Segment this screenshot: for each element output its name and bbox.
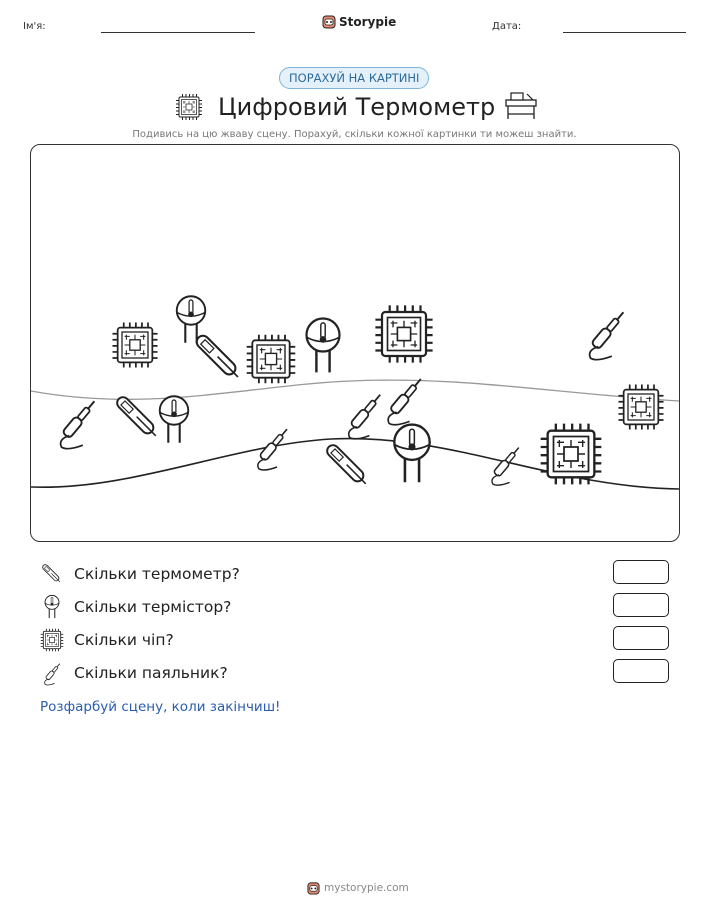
count-badge: ПОРАХУЙ НА КАРТИНІ bbox=[279, 67, 429, 89]
question-text: Скільки термометр? bbox=[74, 565, 240, 583]
chip-icon bbox=[174, 92, 204, 122]
brand-name: Storypie bbox=[339, 14, 397, 29]
name-label: Ім'я: bbox=[23, 21, 46, 32]
storypie-mascot-icon bbox=[322, 14, 336, 29]
soldering-iron-icon bbox=[349, 392, 384, 439]
instructions: Подивись на цю жваву сцену. Порахуй, скільки кожної картинки ти можеш знайти. bbox=[132, 129, 577, 140]
chip-icon bbox=[38, 627, 66, 653]
soldering-iron-icon bbox=[38, 660, 66, 686]
thermistor-icon bbox=[38, 594, 66, 620]
soldering-iron-icon bbox=[61, 398, 99, 449]
chip-icon bbox=[541, 424, 602, 485]
answer-box[interactable] bbox=[613, 560, 669, 584]
background-wave bbox=[31, 380, 679, 401]
question-row bbox=[38, 660, 228, 686]
question-text: Скільки паяльник? bbox=[74, 664, 228, 682]
chip-icon bbox=[618, 384, 663, 429]
chip-icon bbox=[375, 305, 432, 362]
site-url: mystorypie.com bbox=[324, 882, 409, 894]
question-text: Скільки чіп? bbox=[74, 631, 174, 649]
answer-box[interactable] bbox=[613, 593, 669, 617]
chip-icon bbox=[247, 335, 296, 384]
question-row bbox=[38, 594, 231, 620]
date-field[interactable] bbox=[563, 32, 686, 33]
question-row bbox=[38, 561, 240, 587]
thermometer-icon bbox=[194, 333, 242, 381]
page-title: Цифровий Термометр bbox=[218, 93, 496, 121]
answer-box[interactable] bbox=[613, 626, 669, 650]
storypie-mascot-icon bbox=[307, 881, 320, 895]
soldering-iron-icon bbox=[590, 309, 628, 360]
workbench-icon bbox=[503, 90, 539, 122]
thermistor-icon bbox=[160, 396, 189, 443]
chip-icon bbox=[112, 322, 157, 367]
answer-box[interactable] bbox=[613, 659, 669, 683]
scene-illustration bbox=[31, 145, 679, 541]
coloring-note: Розфарбуй сцену, коли закінчиш! bbox=[40, 699, 281, 715]
thermistor-icon bbox=[394, 425, 429, 483]
soldering-iron-icon bbox=[388, 376, 424, 425]
name-field[interactable] bbox=[101, 32, 255, 33]
brand-logo bbox=[322, 14, 396, 29]
question-text: Скільки термістор? bbox=[74, 598, 232, 616]
footer-site bbox=[307, 881, 409, 895]
thermometer-icon bbox=[325, 443, 370, 488]
scene-panel bbox=[30, 144, 680, 542]
thermometer-icon bbox=[38, 561, 66, 587]
thermometer-icon bbox=[115, 395, 160, 440]
date-label: Дата: bbox=[492, 21, 522, 32]
thermistor-icon bbox=[307, 319, 340, 373]
question-row bbox=[38, 627, 174, 653]
